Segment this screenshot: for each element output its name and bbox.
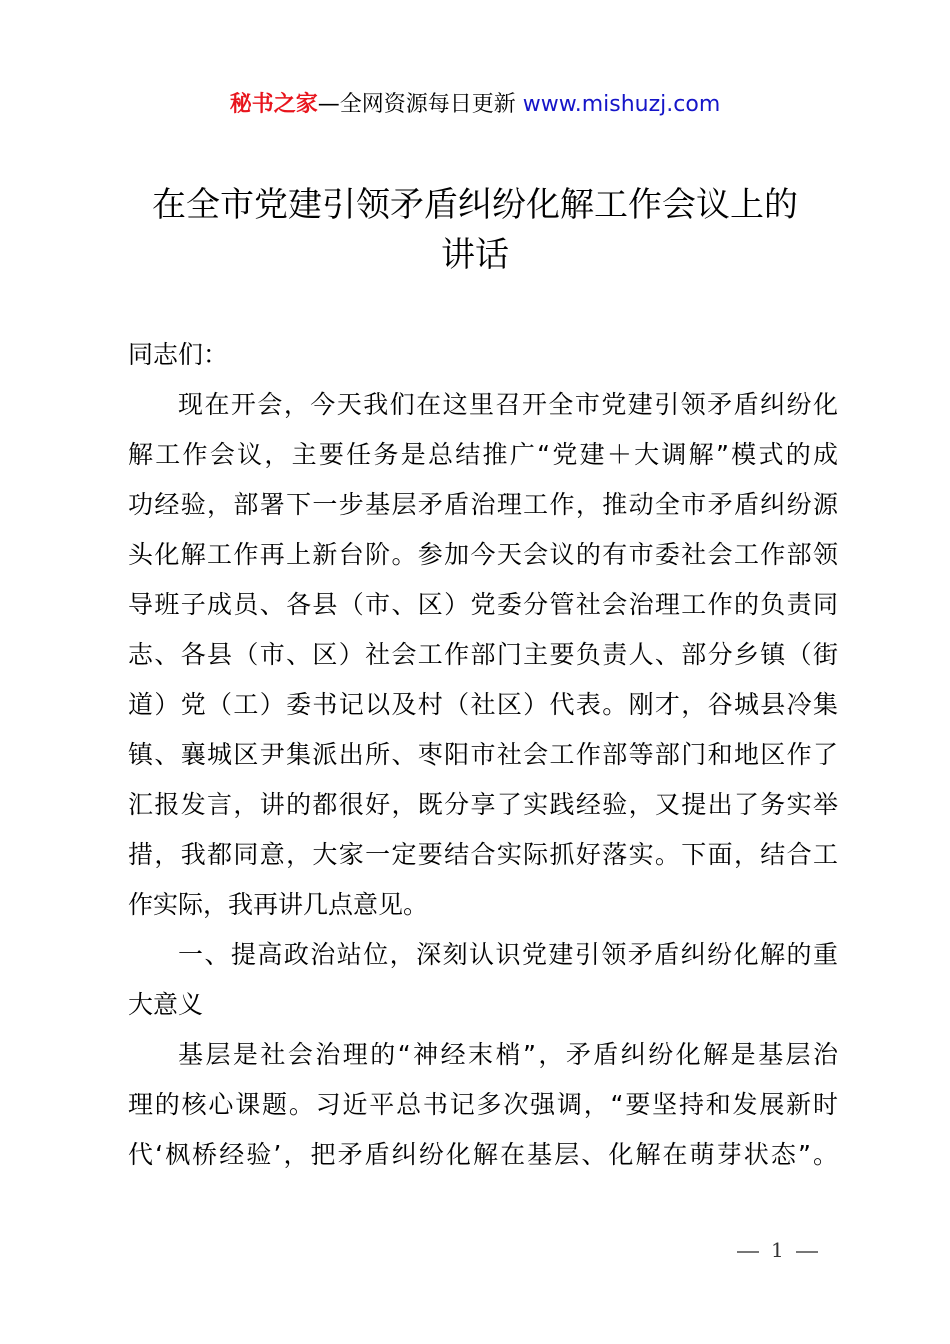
body-line: 导班子成员、各县（市、区）党委分管社会治理工作的负责同: [128, 590, 838, 619]
section-heading: 一、提高政治站位，深刻认识党建引领矛盾纠纷化解的重: [178, 940, 838, 969]
site-url[interactable]: www.mishuzj.com: [522, 92, 721, 117]
dash-left: [737, 1251, 759, 1253]
body-line: 作实际，我再讲几点意见。: [128, 890, 429, 919]
dash-right: [796, 1251, 818, 1253]
salutation: 同志们：: [128, 340, 229, 369]
body-line: 镇、襄城区尹集派出所、枣阳市社会工作部等部门和地区作了: [128, 740, 838, 769]
body-line: 基层是社会治理的“神经末梢”，矛盾纠纷化解是基层治: [178, 1040, 838, 1069]
body-line: 志、各县（市、区）社会工作部门主要负责人、部分乡镇（街: [128, 640, 838, 669]
body-line: 解工作会议，主要任务是总结推广“党建＋大调解”模式的成: [128, 440, 838, 469]
banner-tagline: —全网资源每日更新: [317, 92, 516, 117]
body-line: 道）党（工）委书记以及村（社区）代表。刚才，谷城县冷集: [128, 690, 838, 719]
body-line: 理的核心课题。习近平总书记多次强调，“要坚持和发展新时: [128, 1090, 838, 1119]
section-heading: 大意义: [128, 990, 204, 1019]
body-line: 功经验，部署下一步基层矛盾治理工作，推动全市矛盾纠纷源: [128, 490, 838, 519]
page-number-value: 1: [771, 1238, 784, 1262]
page-number: [725, 1238, 830, 1262]
document-title: [100, 180, 850, 280]
body-line: 现在开会，今天我们在这里召开全市党建引领矛盾纠纷化: [178, 390, 838, 419]
site-banner: [0, 88, 950, 122]
title-line-2: 讲话: [441, 235, 509, 275]
body-line: 代‘枫桥经验’，把矛盾纠纷化解在基层、化解在萌芽状态”。: [128, 1140, 838, 1169]
body-line: 头化解工作再上新台阶。参加今天会议的有市委社会工作部领: [128, 540, 838, 569]
body-line: 汇报发言，讲的都很好，既分享了实践经验，又提出了务实举: [128, 790, 838, 819]
title-line-1: 在全市党建引领矛盾纠纷化解工作会议上的: [152, 185, 798, 225]
document-body: [128, 330, 838, 1180]
body-line: 措，我都同意，大家一定要结合实际抓好落实。下面，结合工: [128, 840, 838, 869]
brand-name: 秘书之家: [229, 92, 318, 117]
